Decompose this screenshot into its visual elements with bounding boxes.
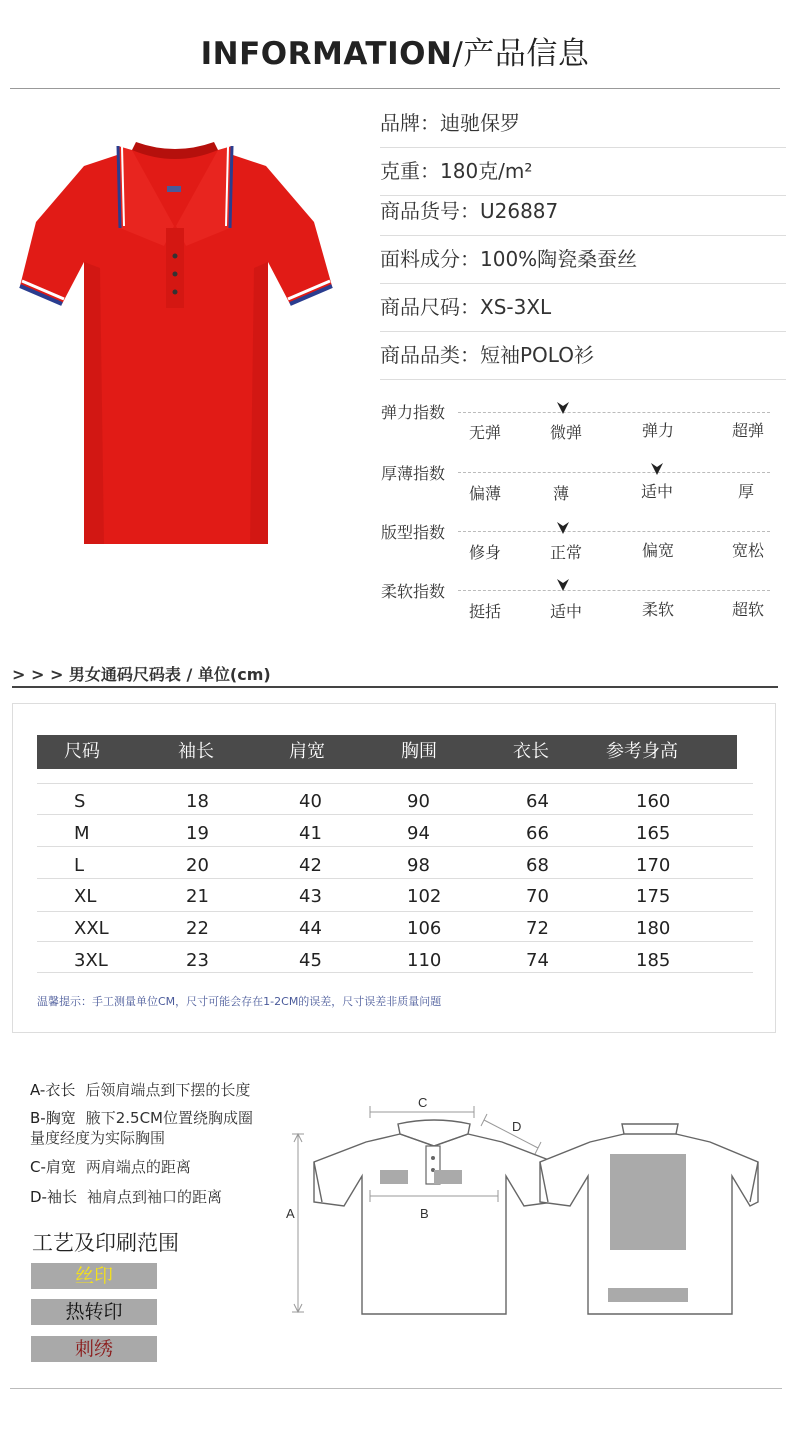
index-label: 弹力指数 bbox=[381, 403, 446, 422]
measurement-diagram bbox=[278, 1090, 760, 1322]
index-line bbox=[458, 472, 770, 473]
index-option: 偏宽 bbox=[641, 541, 674, 560]
diagram-label-c: C bbox=[418, 1095, 428, 1110]
spec-weight: 克重：180克/m² bbox=[380, 148, 786, 196]
index-label: 厚薄指数 bbox=[381, 464, 446, 483]
craft-title: 工艺及印刷范围 bbox=[32, 1231, 179, 1255]
table-cell: 41 bbox=[299, 823, 322, 844]
index-option: 超弹 bbox=[731, 421, 764, 440]
index-option: 适中 bbox=[549, 602, 582, 621]
footer-divider bbox=[10, 1388, 782, 1389]
table-cell: 98 bbox=[407, 855, 430, 876]
table-cell: 170 bbox=[636, 855, 671, 876]
index-option: 厚 bbox=[737, 482, 754, 501]
spec-size-range: 商品尺码：XS-3XL bbox=[380, 284, 786, 332]
measure-shoulder: C-肩宽 两肩端点的距离 bbox=[30, 1158, 191, 1176]
table-row-line bbox=[37, 878, 753, 879]
table-cell: 94 bbox=[407, 823, 430, 844]
table-cell: 180 bbox=[636, 918, 671, 939]
spec-category: 商品品类：短袖POLO衫 bbox=[380, 332, 786, 380]
table-cell: 45 bbox=[299, 950, 322, 971]
table-cell: 110 bbox=[407, 950, 442, 971]
table-cell: 40 bbox=[299, 791, 322, 812]
table-cell: 102 bbox=[407, 886, 442, 907]
diagram-label-a: A bbox=[286, 1206, 295, 1221]
index-label: 版型指数 bbox=[381, 523, 446, 542]
table-cell: 22 bbox=[186, 918, 209, 939]
spec-brand: 品牌：迪驰保罗 bbox=[380, 100, 786, 148]
index-line bbox=[458, 412, 770, 413]
table-cell: XXL bbox=[74, 918, 109, 939]
table-header-cell: 参考身高 bbox=[606, 741, 678, 762]
craft-embroidery: 刺绣 bbox=[31, 1336, 157, 1362]
measure-length: A-衣长 后领肩端点到下摆的长度 bbox=[30, 1081, 251, 1099]
table-cell: 66 bbox=[526, 823, 549, 844]
table-cell: 23 bbox=[186, 950, 209, 971]
table-row-line bbox=[37, 972, 753, 973]
table-cell: 64 bbox=[526, 791, 549, 812]
index-marker-icon bbox=[556, 521, 570, 535]
table-cell: 20 bbox=[186, 855, 209, 876]
table-cell: M bbox=[74, 823, 90, 844]
index-option: 超软 bbox=[731, 600, 764, 619]
table-row-line bbox=[37, 783, 753, 784]
table-cell: 185 bbox=[636, 950, 671, 971]
table-header-cell: 肩宽 bbox=[289, 741, 325, 762]
table-cell: 3XL bbox=[74, 950, 108, 971]
index-marker-icon bbox=[556, 401, 570, 415]
index-option: 宽松 bbox=[731, 541, 764, 560]
table-cell: 72 bbox=[526, 918, 549, 939]
index-option: 弹力 bbox=[641, 421, 674, 440]
table-cell: 165 bbox=[636, 823, 671, 844]
diagram-label-d: D bbox=[512, 1119, 522, 1134]
table-cell: 42 bbox=[299, 855, 322, 876]
spec-material: 面料成分：100%陶瓷桑蚕丝 bbox=[380, 236, 786, 284]
index-option: 无弹 bbox=[468, 423, 501, 442]
table-cell: 90 bbox=[407, 791, 430, 812]
index-option: 挺括 bbox=[468, 602, 501, 621]
table-cell: 175 bbox=[636, 886, 671, 907]
table-row-line bbox=[37, 846, 753, 847]
index-option: 正常 bbox=[549, 543, 582, 562]
table-cell: 160 bbox=[636, 791, 671, 812]
index-marker-icon bbox=[556, 578, 570, 592]
diagram-label-b: B bbox=[420, 1206, 429, 1221]
index-option: 偏薄 bbox=[468, 484, 501, 503]
table-header-cell: 衣长 bbox=[513, 741, 549, 762]
measure-chest: B-胸宽 腋下2.5CM位置绕胸成圈 量度经度为实际胸围 bbox=[30, 1109, 253, 1147]
table-row-line bbox=[37, 814, 753, 815]
table-row-line bbox=[37, 911, 753, 912]
table-cell: 70 bbox=[526, 886, 549, 907]
table-cell: 68 bbox=[526, 855, 549, 876]
table-cell: L bbox=[74, 855, 85, 876]
product-image bbox=[14, 138, 336, 546]
table-cell: 106 bbox=[407, 918, 442, 939]
index-option: 修身 bbox=[468, 543, 501, 562]
index-line bbox=[458, 531, 770, 532]
index-label: 柔软指数 bbox=[381, 582, 446, 601]
table-cell: 44 bbox=[299, 918, 322, 939]
size-chart-title: > > > 男女通码尺码表 / 单位(cm) bbox=[12, 665, 271, 684]
size-chart-note: 温馨提示：手工测量单位CM，尺寸可能会存在1-2CM的误差，尺寸误差非质量问题 bbox=[37, 995, 442, 1008]
table-header-cell: 尺码 bbox=[64, 741, 100, 762]
table-cell: 19 bbox=[186, 823, 209, 844]
index-option: 薄 bbox=[552, 484, 569, 503]
table-cell: 21 bbox=[186, 886, 209, 907]
table-cell: 43 bbox=[299, 886, 322, 907]
index-option: 柔软 bbox=[641, 600, 674, 619]
craft-silk-screen: 丝印 bbox=[31, 1263, 157, 1289]
table-cell: S bbox=[74, 791, 86, 812]
table-cell: XL bbox=[74, 886, 97, 907]
index-option: 微弹 bbox=[549, 423, 582, 442]
craft-heat-transfer: 热转印 bbox=[31, 1299, 157, 1325]
table-row-line bbox=[37, 941, 753, 942]
index-option: 适中 bbox=[640, 482, 673, 501]
size-chart-divider bbox=[12, 686, 778, 688]
spec-item-number: 商品货号：U26887 bbox=[380, 188, 786, 236]
index-line bbox=[458, 590, 770, 591]
index-marker-icon bbox=[650, 462, 664, 476]
table-cell: 74 bbox=[526, 950, 549, 971]
page-title: INFORMATION/产品信息 bbox=[200, 36, 590, 72]
table-header-cell: 袖长 bbox=[178, 741, 214, 762]
measure-sleeve: D-袖长 袖肩点到袖口的距离 bbox=[30, 1188, 222, 1206]
table-cell: 18 bbox=[186, 791, 209, 812]
table-header-cell: 胸围 bbox=[401, 741, 437, 762]
title-divider bbox=[10, 88, 780, 89]
